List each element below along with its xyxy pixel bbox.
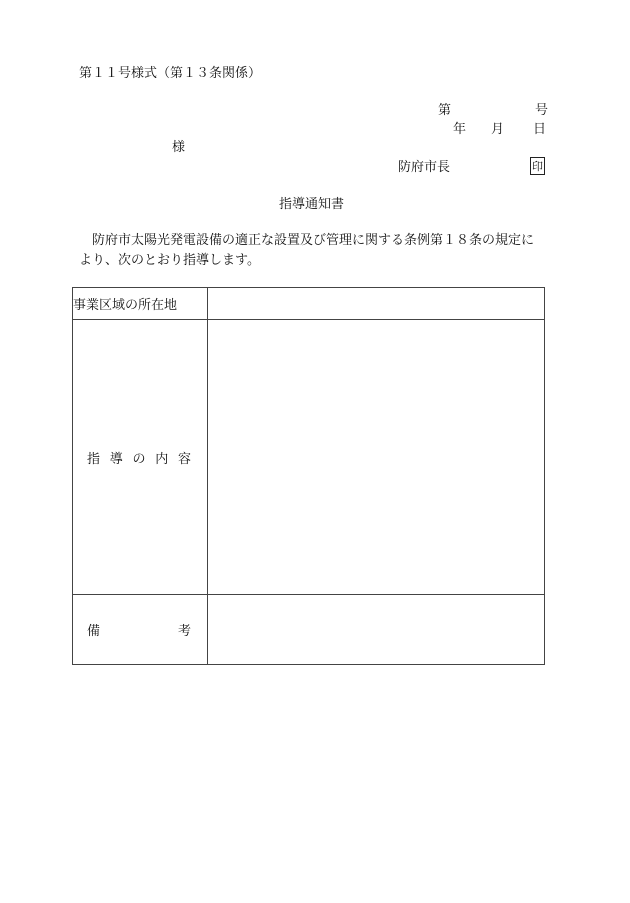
content-value-field[interactable] [208, 320, 545, 595]
content-label-char: 指 [87, 451, 101, 467]
body-paragraph [79, 231, 549, 271]
document-number-suffix: 号 [535, 103, 549, 118]
document-title: 指導通知書 [279, 197, 345, 212]
location-label: 事業区域の所在地 [73, 288, 208, 320]
content-label-char: 導 [109, 451, 123, 467]
remarks-label-char: 考 [177, 624, 191, 639]
seal-box: 印 [530, 157, 545, 175]
remarks-value-field[interactable] [208, 595, 545, 665]
date-month-label: 月 [491, 122, 505, 137]
body-line-1: 防府市太陽光発電設備の適正な設置及び管理に関する条例第１８条の規定に [92, 233, 535, 248]
guidance-table [72, 287, 545, 665]
content-label-char: の [132, 451, 146, 467]
table-row-location [73, 288, 545, 320]
content-label-char: 容 [177, 451, 191, 467]
table-row-remarks [73, 595, 545, 665]
body-line-2: より、次のとおり指導します。 [79, 253, 260, 268]
addressee-honorific: 様 [172, 140, 186, 155]
date-day-label: 日 [533, 122, 547, 137]
date-year-label: 年 [453, 122, 467, 137]
remarks-label-char: 備 [87, 624, 101, 639]
content-label-char: 内 [155, 451, 169, 467]
remarks-label [73, 595, 208, 665]
table-row-content [73, 320, 545, 595]
document-number-prefix: 第 [438, 103, 452, 118]
form-number: 第１１号様式（第１３条関係） [79, 66, 262, 81]
content-label [73, 320, 208, 595]
location-value-field[interactable] [208, 288, 545, 320]
issuer-name: 防府市長 [398, 160, 451, 175]
